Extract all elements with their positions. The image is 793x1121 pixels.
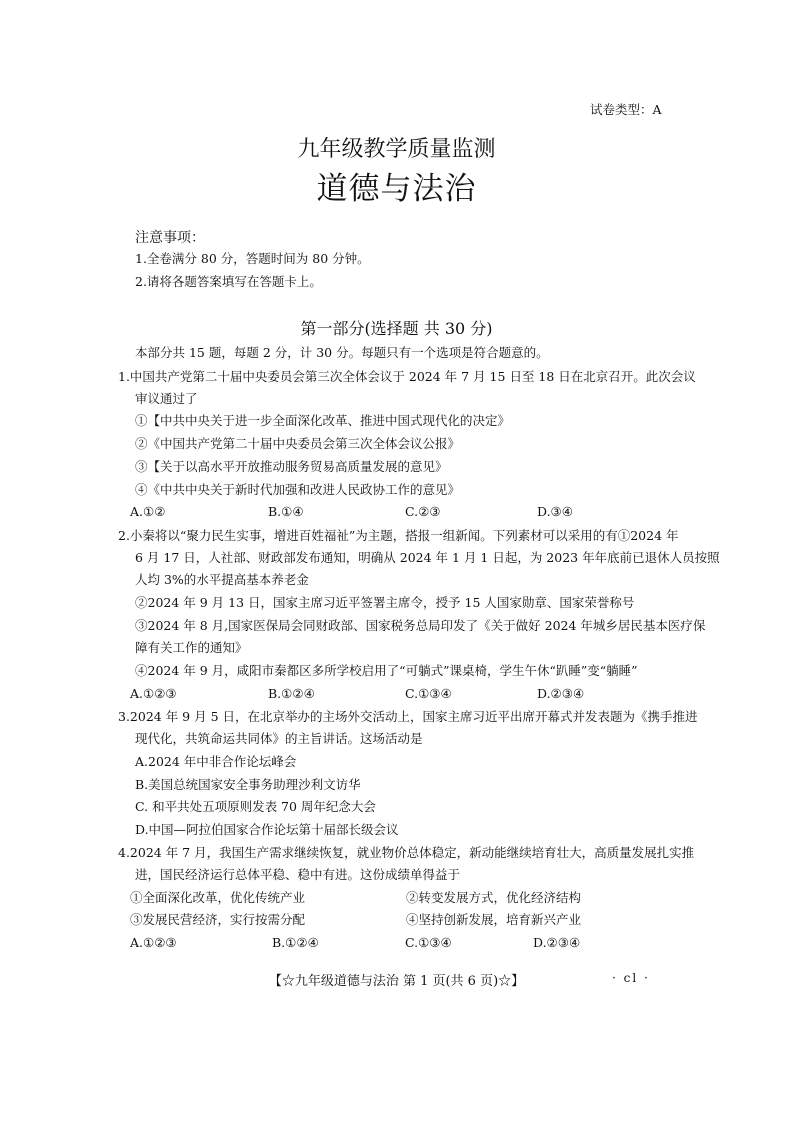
- question-4-stem: 4.2024 年 7 月，我国生产需求继续恢复，就业物价总体稳定，新动能继续培育壮大，高质量发展扎实推: [118, 845, 695, 860]
- choice-a: A.①②③: [130, 686, 177, 701]
- section-description: 本部分共 15 题，每题 2 分，计 30 分。每题只有一个选项是符合题意的。: [135, 345, 549, 360]
- question-2-item: ④2024 年 9 月，咸阳市秦都区多所学校启用了“可躺式”课桌椅，学生午休“趴睡”变“躺睡”: [135, 663, 638, 678]
- question-4-item: ③发展民营经济，实行按需分配: [130, 912, 306, 927]
- question-4-item: ①全面深化改革，优化传统产业: [130, 890, 306, 905]
- choice-b: B.①④: [268, 504, 304, 519]
- question-4-item: ②转变发展方式，优化经济结构: [406, 890, 582, 905]
- question-1-stem: 1.中国共产党第二十届中央委员会第三次全体会议于 2024 年 7 月 15 日至 18 日在北京召开。此次会议: [118, 369, 696, 384]
- question-1-choices: [130, 504, 690, 520]
- paper-type: 试卷类型：A: [590, 102, 662, 117]
- question-3-stem: 3.2024 年 9 月 5 日，在北京举办的主场外交活动上，国家主席习近平出席开幕式并发表题为《携手推进: [118, 709, 698, 724]
- question-1-item: ④《中共中央关于新时代加强和改进人民政协工作的意见》: [135, 482, 461, 497]
- page-footer: 【☆九年级道德与法治 第 1 页(共 6 页)☆】: [268, 974, 525, 989]
- question-1-item: ①【中共中央关于进一步全面深化改革、推进中国式现代化的决定》: [135, 413, 511, 428]
- choice-d: D.③④: [537, 504, 573, 519]
- choice-c: C.②③: [405, 504, 441, 519]
- choice-a: A.①②: [130, 504, 166, 519]
- choice-b: B.①②④: [272, 935, 319, 950]
- question-3-choice: D.中国—阿拉伯国家合作论坛第十届部长级会议: [135, 822, 399, 837]
- question-2-item: ②2024 年 9 月 13 日，国家主席习近平签署主席令，授予 15 人国家勋章、国家荣誉称号: [135, 595, 635, 610]
- section-title: 第一部分(选择题 共 30 分): [300, 319, 493, 338]
- choice-a: A.①②③: [130, 935, 177, 950]
- question-3-choice: B.美国总统国家安全事务助理沙利文访华: [135, 777, 361, 792]
- question-2-stem: 6 月 17 日，人社部、财政部发布通知，明确从 2024 年 1 月 1 日起，为 2023 年年底前已退休人员按照: [135, 550, 720, 565]
- question-2-item: ③2024 年 8 月,国家医保局会同财政部、国家税务总局印发了《关于做好 2024 年城乡居民基本医疗保: [135, 618, 706, 633]
- question-1-item: ③【关于以高水平开放推动服务贸易高质量发展的意见》: [135, 459, 448, 474]
- choice-d: D.②③④: [533, 935, 581, 950]
- note-item: 2.请将各题答案填写在答题卡上。: [135, 274, 322, 289]
- question-1-item: ②《中国共产党第二十届中央委员会第三次全体会议公报》: [135, 436, 461, 451]
- subject-title: 道德与法治: [316, 171, 477, 207]
- choice-b: B.①②④: [268, 686, 315, 701]
- page-mark: · cl ·: [612, 971, 650, 985]
- exam-title: 九年级教学质量监测: [297, 137, 496, 162]
- question-3-choice: A.2024 年中非合作论坛峰会: [135, 754, 297, 769]
- question-4-item: ④坚持创新发展，培育新兴产业: [406, 912, 582, 927]
- question-3-choice: C. 和平共处五项原则发表 70 周年纪念大会: [135, 799, 376, 814]
- question-2-item: 障有关工作的通知》: [135, 640, 248, 655]
- question-2-stem: 人均 3%的水平提高基本养老金: [135, 572, 309, 587]
- choice-c: C.①③④: [405, 686, 452, 701]
- question-4-stem: 进，国民经济运行总体平稳、稳中有进。这份成绩单得益于: [135, 867, 461, 882]
- question-4-choices: [130, 935, 690, 951]
- choice-d: D.②③④: [537, 686, 585, 701]
- note-item: 1.全卷满分 80 分，答题时间为 80 分钟。: [135, 251, 370, 266]
- question-1-stem: 审议通过了: [135, 391, 198, 406]
- choice-c: C.①③④: [405, 935, 452, 950]
- notes-heading: 注意事项：: [135, 230, 205, 246]
- question-2-stem: 2.小秦将以“聚力民生实事，增进百姓福祉”为主题，搭报一组新闻。下列素材可以采用的有①2024 年: [118, 528, 679, 543]
- question-2-choices: [130, 686, 690, 702]
- question-3-stem: 现代化，共筑命运共同体》的主旨讲话。这场活动是: [135, 731, 423, 746]
